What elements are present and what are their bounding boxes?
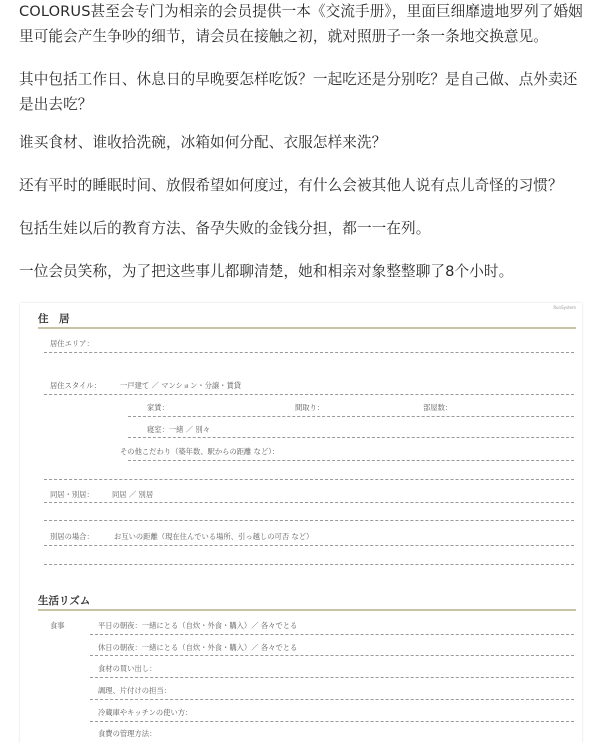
row-line [90, 634, 574, 635]
row-line [128, 437, 574, 438]
row-line [44, 545, 574, 546]
exchange-handbook-image [20, 303, 582, 743]
separate-label: 別居の場合： [50, 532, 94, 541]
preferences-label: その他こだわり（築年数、駅からの距離 など）： [120, 447, 280, 456]
row-line [44, 479, 574, 480]
section-rule [38, 327, 576, 329]
row-line [44, 502, 574, 503]
paragraph: 一位会员笑称，为了把这些事儿都聊清楚，她和相亲对象整整聊了8个小时。 [19, 263, 514, 280]
weekday-meal: 平日の朝夜：一緒にとる（自炊・外食・購入）／ 各々でとる [98, 621, 298, 630]
cooking-label: 調理、片付けの担当： [98, 686, 171, 695]
row-line [128, 416, 574, 417]
section-rule [38, 609, 576, 611]
row-line [44, 394, 574, 395]
bedroom-label: 寝室：一緒 ／ 別々 [147, 425, 211, 434]
fridge-label: 冷蔵庫やキッチンの使い方： [98, 708, 193, 717]
cohabit-options: 同居 ／ 別居 [112, 490, 154, 499]
grocery-label: 食材の買い出し： [98, 664, 157, 673]
watermark: RunSystem [553, 305, 576, 310]
rent-label: 家賃： [147, 403, 169, 412]
row-line [90, 721, 574, 722]
layout-label: 間取り： [295, 403, 325, 412]
style-label: 居住スタイル： [50, 381, 101, 390]
row-line [90, 677, 574, 678]
cohabit-label: 同居・別居： [50, 490, 94, 499]
paragraph: 其中包括工作日、休息日的早晚要怎样吃饭？一起吃还是分别吃？是自己做、点外卖还是出去吃？ [19, 71, 578, 113]
food-mgmt-label: 食費の管理方法： [98, 729, 157, 738]
section-title-housing: 住 居 [38, 313, 70, 325]
row-line [44, 564, 574, 565]
area-label: 居住エリア： [50, 339, 94, 348]
row-line [90, 655, 574, 656]
row-line [44, 352, 574, 353]
meal-label: 食事 [50, 621, 65, 630]
row-line [90, 699, 574, 700]
separate-detail: お互いの距離（現在住んでいる場所、引っ越しの可否 など） [114, 532, 314, 541]
section-title-rhythm: 生活リズム [38, 595, 91, 607]
rooms-label: 部屋数： [423, 403, 453, 412]
row-line [44, 520, 574, 521]
paragraph: COLORUS甚至会专门为相亲的会员提供一本《交流手册》，里面巨细靡遗地罗列了婚姻里可能会产生争吵的细节，请会员在接触之初，就对照册子一条一条地交换意见。 [19, 3, 583, 45]
paragraph: 包括生娃以后的教育方法、备孕失败的金钱分担，都一一在列。 [19, 220, 431, 237]
holiday-meal: 休日の朝夜：一緒にとる（自炊・外食・購入）／ 各々でとる [98, 643, 298, 652]
paragraph: 谁买食材、谁收拾洗碗，冰箱如何分配、衣服怎样来洗？ [19, 134, 387, 151]
row-line [128, 460, 574, 461]
style-options: 一戸建て ／ マンション・分譲・賃貸 [120, 381, 242, 390]
paragraph: 还有平时的睡眠时间、放假希望如何度过，有什么会被其他人说有点儿奇怪的习惯？ [19, 177, 563, 194]
